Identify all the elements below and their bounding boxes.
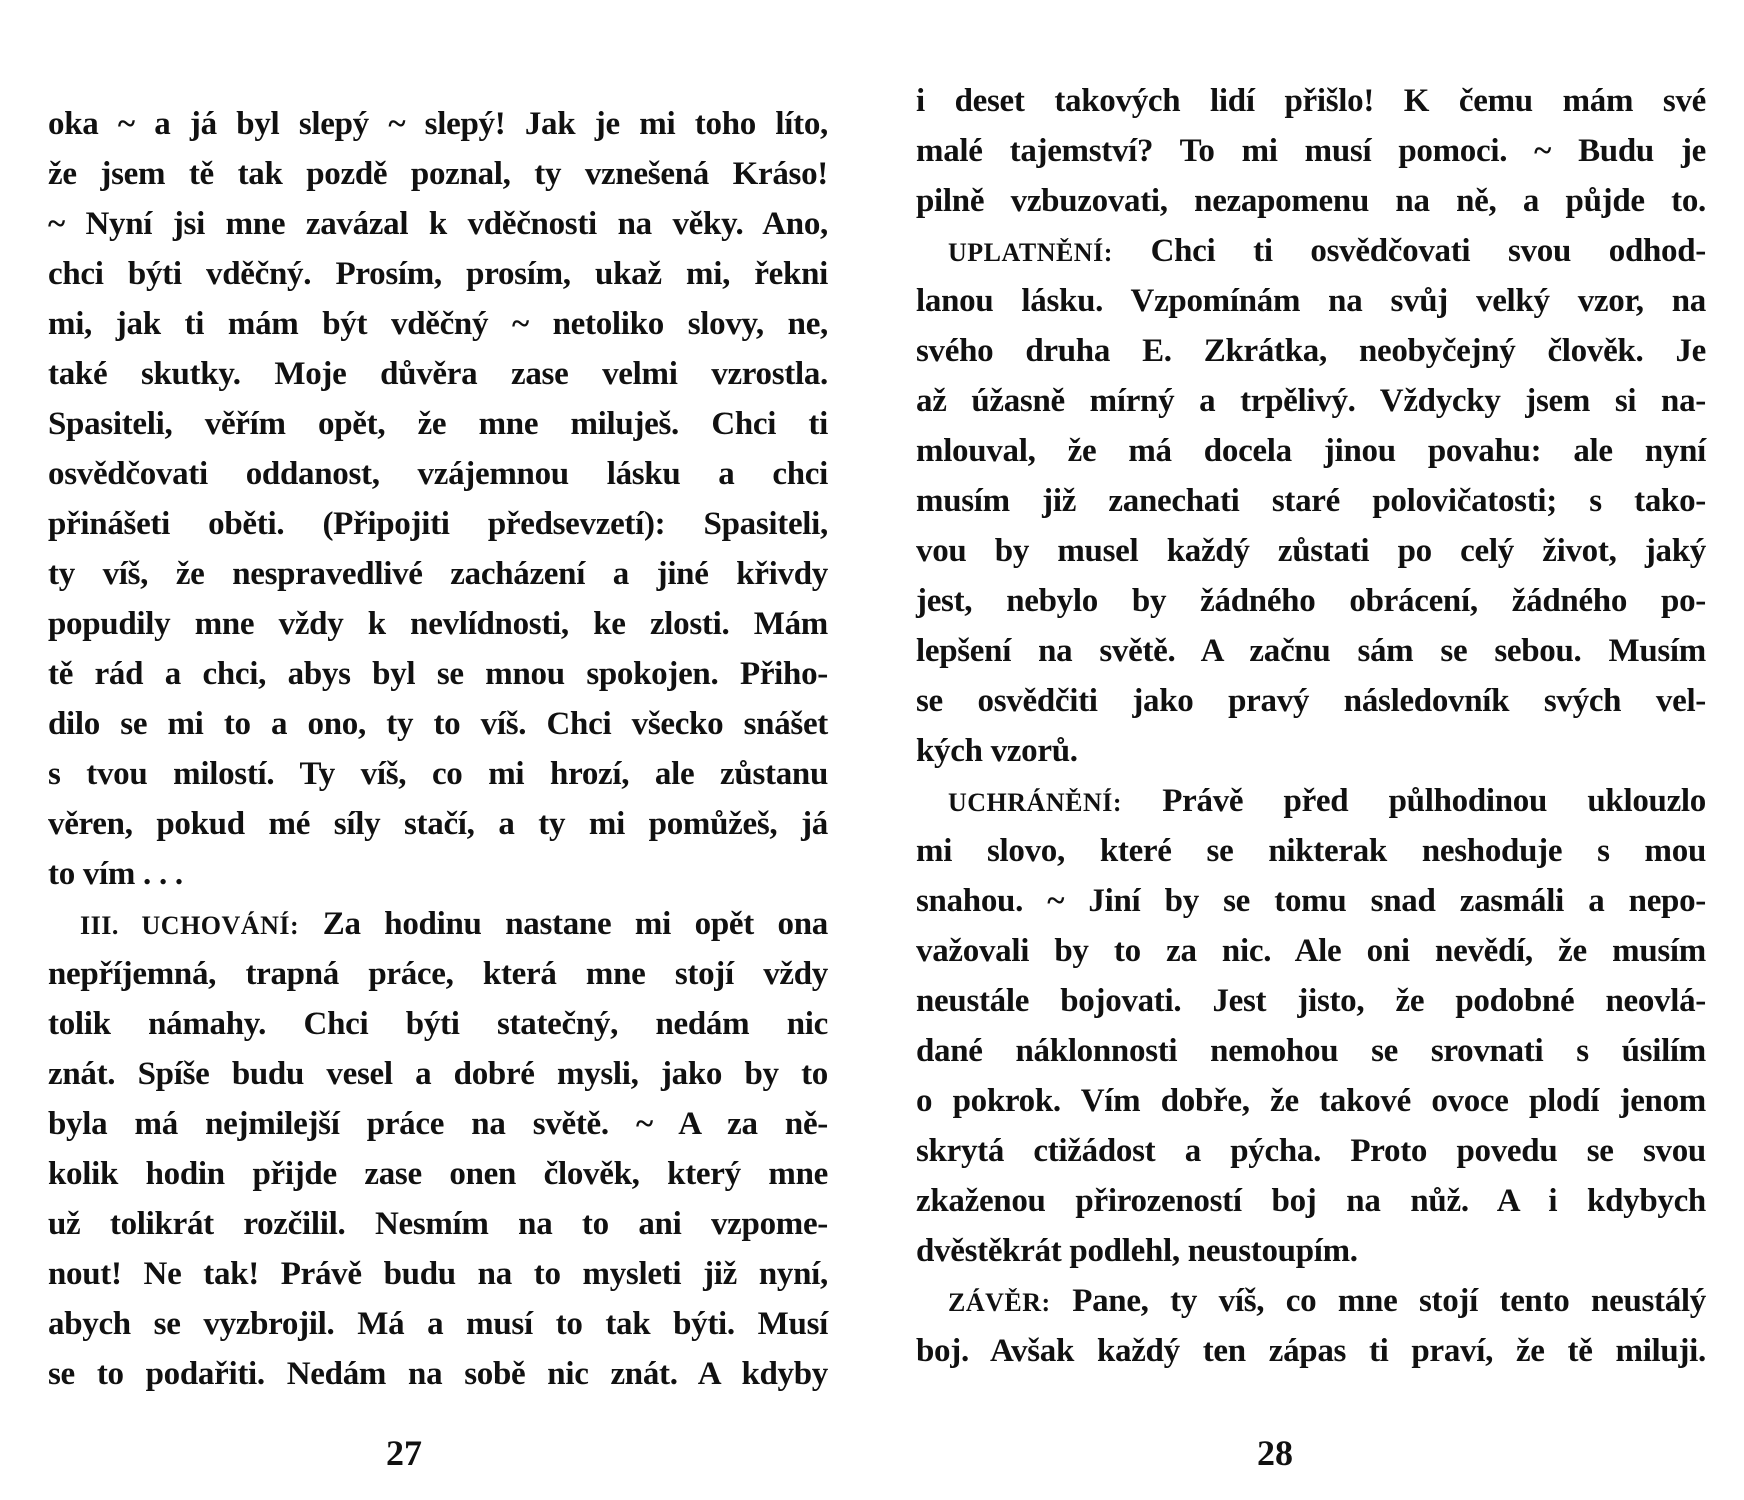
text-line: malé tajemství? To mi musí pomoci. ~ Budu je [916, 133, 1706, 169]
text-line: také skutky. Moje důvěra zase velmi vzrostla. [48, 356, 828, 392]
text-line: snahou. ~ Jiní by se tomu snad zasmáli a nepo- [916, 883, 1706, 919]
section-line-uplatneni [916, 226, 1706, 276]
text-line: se osvědčiti jako pravý následovník svých vel- [916, 683, 1706, 719]
text-line: ty víš, že nespravedlivé zacházení a jiné křivdy [48, 556, 828, 592]
section-first-line-text: Za hodinu nastane mi opět ona [299, 906, 828, 942]
text-line: s tvou milostí. Ty víš, co mi hrozí, ale zůstanu [48, 756, 828, 792]
text-line: přinášeti oběti. (Připojiti předsevzetí): Spasiteli, [48, 506, 828, 542]
section-line-zaver [916, 1276, 1706, 1326]
text-line: věren, pokud mé síly stačí, a ty mi pomůžeš, já [48, 806, 828, 842]
text-line: nout! Ne tak! Právě budu na to mysleti již nyní, [48, 1256, 828, 1292]
text-line: dané náklonnosti nemohou se srovnati s úsilím [916, 1033, 1706, 1069]
text-line: skrytá ctižádost a pýcha. Proto povedu se svou [916, 1133, 1706, 1169]
text-line: tě rád a chci, abys byl se mnou spokojen. Přiho- [48, 656, 828, 692]
text-line: vou by musel každý zůstati po celý život, jaký [916, 533, 1706, 569]
text-line: mlouval, že má docela jinou povahu: ale nyní [916, 433, 1706, 469]
text-line: lanou lásku. Vzpomínám na svůj velký vzor, na [916, 283, 1706, 319]
text-line: Spasiteli, věřím opět, že mne miluješ. Chci ti [48, 406, 828, 442]
right-page-text [916, 76, 1706, 1376]
text-line: byla má nejmilejší práce na světě. ~ A za ně- [48, 1106, 828, 1142]
section-line-uchovani [48, 899, 828, 949]
text-line: oka ~ a já byl slepý ~ slepý! Jak je mi toho líto, [48, 106, 828, 142]
left-page-text [48, 99, 828, 1399]
text-line: pilně vzbuzovati, nezapomenu na ně, a půjde to. [916, 183, 1706, 219]
text-line: musím již zanechati staré polovičatosti; s tako- [916, 483, 1706, 519]
section-heading-zaver: ZÁVĚR: [948, 1288, 1051, 1317]
text-line: chci býti vděčný. Prosím, prosím, ukaž mi, řekni [48, 256, 828, 292]
text-line: to vím . . . [48, 856, 183, 892]
text-line: dvěstěkrát podlehl, neustoupím. [916, 1233, 1358, 1269]
text-line: tolik námahy. Chci býti statečný, nedám nic [48, 1006, 828, 1042]
text-line: i deset takových lidí přišlo! K čemu mám své [916, 83, 1706, 119]
text-line: boj. Avšak každý ten zápas ti praví, že tě miluji. [916, 1333, 1706, 1369]
section-first-line-text: Pane, ty víš, co mne stojí tento neustálý [1050, 1283, 1706, 1319]
right-page [916, 0, 1706, 1500]
page-number-left: 27 [386, 1433, 422, 1473]
text-line: znát. Spíše budu vesel a dobré mysli, jako by to [48, 1056, 828, 1092]
left-page [48, 0, 828, 1500]
text-line: važovali by to za nic. Ale oni nevědí, že musím [916, 933, 1706, 969]
text-line: jest, nebylo by žádného obrácení, žádného po- [916, 583, 1706, 619]
text-line: mi slovo, které se nikterak neshoduje s mou [916, 833, 1706, 869]
text-line: že jsem tě tak pozdě poznal, ty vznešená Kráso! [48, 156, 828, 192]
section-first-line-text: Právě před půlhodinou uklouzlo [1122, 783, 1706, 819]
section-heading-uplatneni: UPLATNĚNÍ: [948, 238, 1113, 267]
section-heading-uchraneni: UCHRÁNĚNÍ: [948, 788, 1122, 817]
page-number-right: 28 [1257, 1433, 1293, 1473]
text-line: se to podařiti. Nedám na sobě nic znát. A kdyby [48, 1356, 828, 1392]
section-first-line-text: Chci ti osvědčovati svou odhod- [1112, 233, 1706, 269]
text-line: zkaženou přirozeností boj na nůž. A i kdybych [916, 1183, 1706, 1219]
section-line-uchraneni [916, 776, 1706, 826]
text-line: až úžasně mírný a trpělivý. Vždycky jsem si na- [916, 383, 1706, 419]
text-line: abych se vyzbrojil. Má a musí to tak býti. Musí [48, 1306, 828, 1342]
text-line: ~ Nyní jsi mne zavázal k vděčnosti na věky. Ano, [48, 206, 828, 242]
text-line: nepříjemná, trapná práce, která mne stojí vždy [48, 956, 828, 992]
text-line: svého druha E. Zkrátka, neobyčejný člověk. Je [916, 333, 1706, 369]
text-line: kých vzorů. [916, 733, 1078, 769]
section-heading-uchovani: III. UCHOVÁNÍ: [80, 911, 300, 940]
text-line: mi, jak ti mám být vděčný ~ netoliko slovy, ne, [48, 306, 828, 342]
text-line: popudily mne vždy k nevlídnosti, ke zlosti. Mám [48, 606, 828, 642]
text-line: osvědčovati oddanost, vzájemnou lásku a chci [48, 456, 828, 492]
text-line: kolik hodin přijde zase onen člověk, který mne [48, 1156, 828, 1192]
text-line: neustále bojovati. Jest jisto, že podobné neovlá- [916, 983, 1706, 1019]
text-line: už tolikrát rozčilil. Nesmím na to ani vzpome- [48, 1206, 828, 1242]
text-line: o pokrok. Vím dobře, že takové ovoce plodí jenom [916, 1083, 1706, 1119]
text-line: dilo se mi to a ono, ty to víš. Chci všecko snášet [48, 706, 828, 742]
text-line: lepšení na světě. A začnu sám se sebou. Musím [916, 633, 1706, 669]
